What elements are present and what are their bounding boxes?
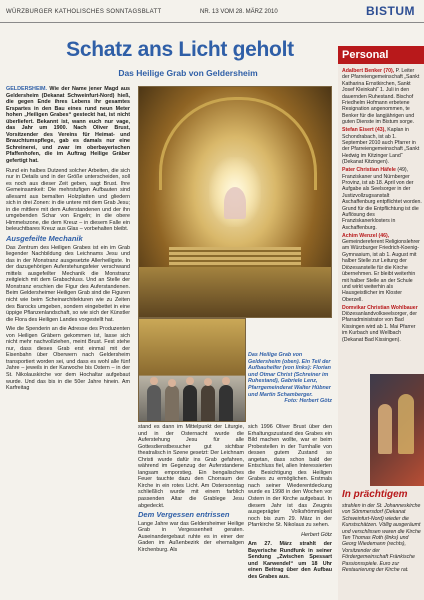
sidebar-entry: Pater Christian Häfele (49), Franziskaner und Nürnberger Provinz, ist ab 18. April von der Aufgabe als Seelsorger in der Justizvollzugsanstalt Aschaffenburg entpflichtet worden. Grund für die Entpflichtung ist die Auflösung des Franziskanerklosters in Aschaffenburg.	[342, 167, 422, 231]
sidebar-entry: Achim Wenzel (46), Gemeindereferent Religionslehrer am Würzburger Friedrich-Koenig-Gymnasium, ist ab 1. August mit halber Stelle zur Leitung der Diözesanstelle für die Kirche übernehmen. Er bleibt weiterhin mit halber Stelle an der Schule und wirkt weiterhin als Hausgeistlicher im Kloster Oberzell.	[342, 232, 420, 303]
church-photo	[370, 374, 424, 486]
helpers-group-photo	[138, 318, 246, 422]
broadcast-notice: Am 27. März strahlt der Bayerische Rundfunk in seiner Sendung „Zwischen Spessart und Karwendel“ um 18 Uhr einen Beitrag über den Aufbau des Grabes aus.	[248, 541, 332, 581]
article-subheadline: Das Heilige Grab von Geldersheim	[118, 68, 258, 78]
author-name: Herbert Götz	[301, 531, 332, 538]
lead-place: GELDERSHEIM.	[6, 86, 48, 92]
sidebar-entries	[342, 68, 422, 413]
section-heading-vergessen: Dem Vergessen entrissen	[138, 510, 230, 520]
masthead: WÜRZBURGER KATHOLISCHES SONNTAGSBLATT	[6, 9, 162, 15]
paragraph-5: Lange Jahre war das Geldersheimer Heilige Grab in Vergessenheit geraten. Auseinandergebaut ruhte es in einer der Gaden im Außenbezirk der ehemaligen Kirchenburg. Als	[138, 520, 244, 553]
sidebar-entry: Adalbert Benker (70), P. Leiter der Pfarreiengemeinschaft „Sankt Katharina Ernstkirchen, Sankt Josef Kleinkahl“ 1. Juli in den dauernden Ruhestand. Bischof Friedhelm Hofmann erbetene Resignation angenommen, te Benker für die langjährigen und guten Dienste im Bistum sorge.	[342, 68, 420, 126]
article-column-2	[138, 424, 244, 596]
caption-text: Das Heilige Grab von Geldersheim (oben). Ein Teil der Aufbauhelfer (von links): Florian und Otmar Christ (Schreiner im Ruhestand), Gabriele Lenz, Pfarrgemeinderat Walter Hübner und Martin Schamberger.	[248, 352, 331, 398]
paragraph-3: Wie die Spenderin an die Adresse des Produzenten von Heiligen Gräbern gekommen ist, lasse sich nicht mehr nachvollziehen, meint Brust. Fest stehe nur, dass dieses Grab erst einmal mit der Eisenbahn über Oberwern nach Geldersheim transportiert worden sei, und dass es wohl alle fünf Jahre – jeweils in der Karwoche bis Ostern – in der St. Nikolauskirche vor dem Hochaltar aufgebaut wurde. Und das bis in die 50er Jahre hinein. Am Karfreitag	[6, 326, 130, 392]
sidebar-entry: Domvikar Christian Wohlbauer Diözesanlandvolkseelsorger, der Pfarradministrator von Bad Kissingen wird ab 1. Mai Pfarrer im Kurbach und Wellbach (Dekanat Bad Kissingen).	[342, 304, 418, 343]
paragraph-6: sich 1996 Oliver Brust über den Erhaltungszustand des Grabes ein Bild machen wollte, war er beim Probestellen in der Turnhalle von dessen gutem Zustand so angetan, dass schon bald der Entschluss fiel, allen Interessierten die Besichtigung des Heiligen Grabes zu ermöglichen. Erstmals nach seiner Wiederentdeckung wurde es 1998 in den Wochen vor Ostern in der Kirche aufgebaut. In diesem Jahr ist das Zeugnis ausgeprägter Volksfrömmigkeit noch bis zum 29. März in der Pfarrkirche St. Nikolaus zu sehen.	[248, 424, 332, 529]
sidebar-subtext: strahlen in der St. Johanneskirche von Sömmersdorf (Dekanat Schweinfurt-Nord) wieder die Kunstschätzen. Völlig ausgeräumt und verschlissen waren die Kirche Ten Thomas Roth (links) und Georg Wiedemann (rechts), Vorsitzender der Fördergemeinschaft Fränkische Passionsspiele. Euro zur Restaurierung der Kirche rat.	[342, 503, 421, 574]
paragraph-4: stand es dann im Mittelpunkt der Liturgie, und in der Osternacht wurde die Auferstehung Jesu für alle Gottesdienstbesucher gut sichtbar theatralisch in Szene gesetzt: Der Leichnam Christi wurde dafür ins Grab gefahren, während im Gegenzug der Auferstandene langsam emporstieg. Ein bengalisches Feuer tauchte dazu den Chorraum der Kirche in ein rotes Licht. Am Ostersonntag schließlich wurde mit einem farblich passenden Altar die Grablege Jesu abgedeckt.	[138, 424, 244, 509]
photo-caption	[248, 352, 332, 405]
lead-paragraph	[6, 86, 130, 165]
sidebar-entry: Stefan Eisert (43), Kaplan in Schondrabach, ist ab 1. September 2010 auch Pfarrer in der Pfarreiengemeinschaft „Sankt Hedwig im Kitzinger Land“ (Dekanat Kitzingen).	[342, 127, 420, 166]
issue-label: NR. 13 VOM 28. MÄRZ 2010	[200, 9, 278, 15]
section-title: BISTUM	[366, 4, 415, 18]
paragraph-2: Das Zentrum des Heiligen Grabes ist ein im Grab liegender Nachbildung des Leichnams Jesu und das in der Monstranz ausgesetzte Allerheiligste. In der dazugehörigen Auferstehungsfeier verschwand mittels ausgefeilter Mechanik die Monstranz zeitgleich mit dem Grabschluss. Und an Stelle der Monstranz erschien die Figur des Auferstandenen. Beim Geldersheimer Heiligen Grab sind die Figuren nicht wie beim Scheinarchitekturen wie zu Zeiten des Barocks umgeben, sondern eingebettet in eine üppige Pflanzenlandschaft, so wie sich der Künstler die Flora des Heiligen Landes vorgestellt hat.	[6, 244, 130, 323]
article-column-1	[6, 86, 130, 596]
paragraph-1: Rund ein halbes Dutzend solcher Arbeiten, die sich nur in Details und in der Größe unterscheiden, soll es noch aus dieser Zeit geben, sagt Brust. Ihre Gemeinsamkeit: Die mehrstufigen Aufbauten sind allesamt aus bemalten Holzplatten und gliedern sich in drei Zonen: in die untere mit dem Grab Jesu; in die mittlere mit dem Auferstandenen und der ihn umgebenden Schar von Engeln; in die obere Himmelszone, die dem Kreuz – in diesem Falle ein beleuchtbares Kreuz aus Glas – vorbehalten bleibt.	[6, 167, 130, 233]
caption-credit: Foto: Herbert Götz	[284, 398, 332, 405]
lead-text: Wie der Name jener Magd aus Geldersheim (Dekanat Schweinfurt-Nord) hieß, die gegen Ende ihres Lebens ihr gesamtes Erspartes in den Bau eines rund neun Meter hohen „Heiligen Grabes“ gesteckt hat, ist nicht überliefert. Bekannt ist, wann euch nur vage, das Jahr um 1900. Nach Oliver Brust, Vorsitzender des Vereins für Heimat- und Brauchtumspflege, gab es damals nur eine Schreinerei, und zwar im oberbayerischen Pfaffenhofen, die im Auftrag Heilige Gräber gefertigt hat.	[6, 86, 130, 165]
sidebar-title: Personal	[338, 46, 424, 64]
article-headline: Schatz ans Licht geholt	[66, 38, 294, 61]
article-column-3	[248, 424, 332, 596]
section-heading-mechanik: Ausgefeilte Mechanik	[6, 234, 83, 244]
sidebar-subheading: In prächtigem	[342, 489, 408, 500]
heiliges-grab-photo	[138, 86, 332, 318]
